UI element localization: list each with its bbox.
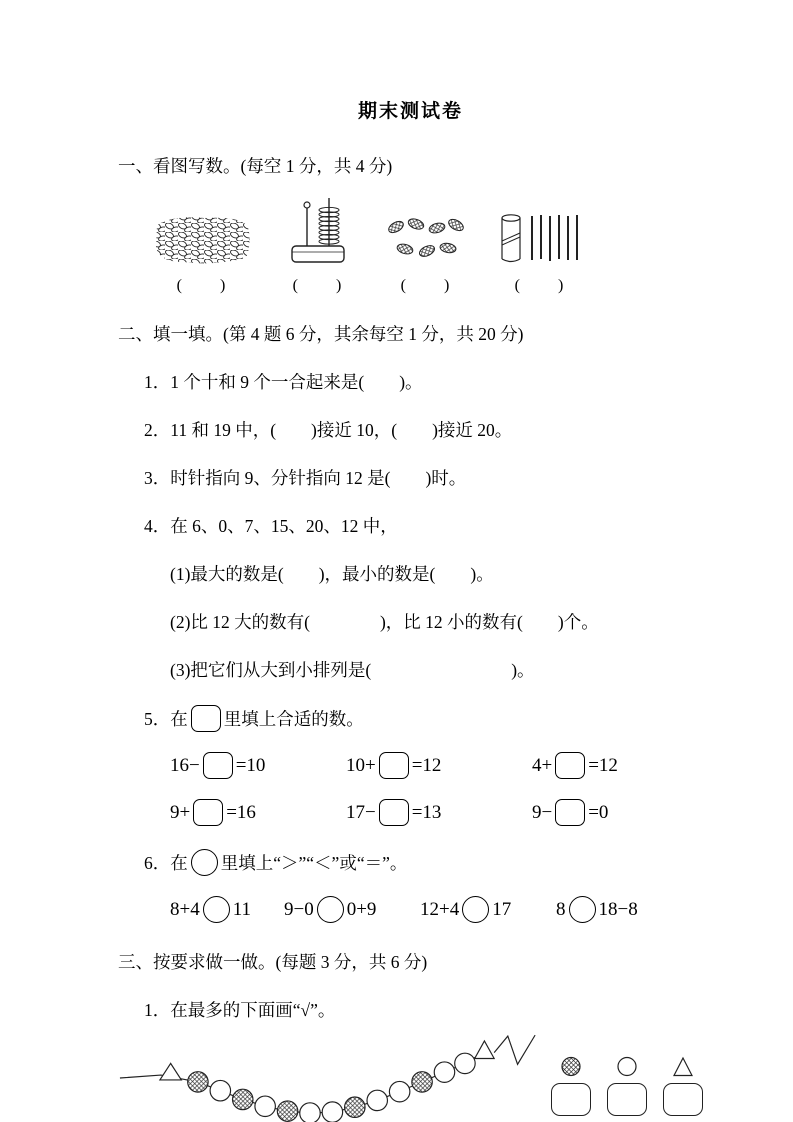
question-2-4: 4．在 6、0、7、15、20、12 中， <box>144 516 398 536</box>
answer-box <box>551 1083 591 1116</box>
comparison-left: 12+4 <box>420 898 460 920</box>
answer-box <box>663 1083 703 1116</box>
equation-right: =12 <box>411 754 442 776</box>
answer-blank: ( ) <box>514 277 566 294</box>
shaded-circle-icon <box>560 1056 582 1077</box>
triangle-icon <box>672 1056 694 1077</box>
picture-row <box>152 196 703 295</box>
circle-icon <box>616 1056 638 1077</box>
blank-box <box>379 799 409 826</box>
equation-left: 10+ <box>346 754 376 776</box>
bead-string-figure <box>118 1032 703 1122</box>
question-2-5 <box>144 705 703 732</box>
bead-string-image <box>118 1032 539 1122</box>
equation-right: =12 <box>588 754 618 776</box>
question-2-4-2: (2)比 12 大的数有( )，比 12 小的数有( )个。 <box>170 612 599 632</box>
answer-boxes-area <box>551 1056 703 1122</box>
question-2-4-1: (1)最大的数是( )，最小的数是( )。 <box>170 564 494 584</box>
blank-box <box>193 799 223 826</box>
question-2-2: 2．11 和 19 中，( )接近 10，( )接近 20。 <box>144 420 513 440</box>
question-2-1: 1．1 个十和 9 个一合起来是( )。 <box>144 372 423 392</box>
equation-left: 9− <box>532 801 553 823</box>
answer-blank: ( ) <box>292 277 344 294</box>
answer-option-triangle <box>663 1056 703 1116</box>
equation-row-2 <box>170 799 703 826</box>
section2-heading: 二、填一填。(第 4 题 6 分，其余每空 1 分，共 20 分) <box>118 324 524 344</box>
counter-image <box>282 196 354 266</box>
comparison-left: 8+4 <box>170 898 200 920</box>
question-2-3: 3．时针指向 9、分针指向 12 是( )时。 <box>144 468 467 488</box>
comparison-left: 9−0 <box>284 898 314 920</box>
question-2-6 <box>144 849 703 876</box>
picture-item-leaves <box>384 216 468 295</box>
equation <box>170 752 346 779</box>
comparison <box>420 896 556 923</box>
equation <box>346 799 532 826</box>
blank-box <box>379 752 409 779</box>
blank-circle <box>191 849 218 876</box>
sticks-image <box>498 210 582 266</box>
page-title: 期末测试卷 <box>357 101 463 122</box>
answer-blank: ( ) <box>176 277 228 294</box>
comparison-right: 11 <box>232 898 252 920</box>
comparison-row <box>170 896 703 923</box>
blank-box <box>555 799 585 826</box>
comparison-right: 18−8 <box>598 898 638 920</box>
equation-right: =16 <box>226 801 256 823</box>
comparison-right: 0+9 <box>346 898 377 920</box>
comparison-left: 8 <box>556 898 566 920</box>
blank-circle <box>317 896 344 923</box>
beans-image <box>152 214 252 266</box>
blank-circle <box>462 896 489 923</box>
section3-heading: 三、按要求做一做。(每题 3 分，共 6 分) <box>118 952 428 972</box>
question-2-6-suffix: 里填上“＞”“＜”或“＝”。 <box>220 853 408 873</box>
answer-box <box>607 1083 647 1116</box>
question-2-6-prefix: 6．在 <box>144 853 188 873</box>
picture-item-counter <box>282 196 354 295</box>
answer-option-circle <box>607 1056 647 1116</box>
equation-right: =0 <box>588 801 609 823</box>
equation <box>532 752 618 779</box>
equation <box>346 752 532 779</box>
comparison <box>284 896 420 923</box>
section1-heading: 一、看图写数。(每空 1 分，共 4 分) <box>118 156 393 176</box>
equation-left: 16− <box>170 754 200 776</box>
equation-right: =13 <box>411 801 442 823</box>
comparison-right: 17 <box>492 898 512 920</box>
question-2-5-prefix: 5．在 <box>144 709 188 729</box>
equation-left: 4+ <box>532 754 553 776</box>
blank-box <box>555 752 585 779</box>
equation-left: 9+ <box>170 801 191 823</box>
blank-circle <box>569 896 596 923</box>
comparison <box>170 896 284 923</box>
blank-circle <box>203 896 230 923</box>
equation-left: 17− <box>346 801 376 823</box>
comparison <box>556 896 638 923</box>
equation <box>170 799 346 826</box>
blank-box <box>203 752 233 779</box>
blank-box <box>191 705 221 732</box>
equation <box>532 799 608 826</box>
question-2-5-suffix: 里填上合适的数。 <box>223 709 364 729</box>
leaves-image <box>384 216 468 266</box>
answer-blank: ( ) <box>400 277 452 294</box>
equation-right: =10 <box>235 754 266 776</box>
equation-row-1 <box>170 752 703 779</box>
answer-option-shaded-circle <box>551 1056 591 1116</box>
picture-item-beans <box>152 214 252 295</box>
question-2-4-3: (3)把它们从大到小排列是( )。 <box>170 660 535 680</box>
question-3-1: 1．在最多的下面画“√”。 <box>144 1000 336 1020</box>
picture-item-sticks <box>498 210 582 295</box>
